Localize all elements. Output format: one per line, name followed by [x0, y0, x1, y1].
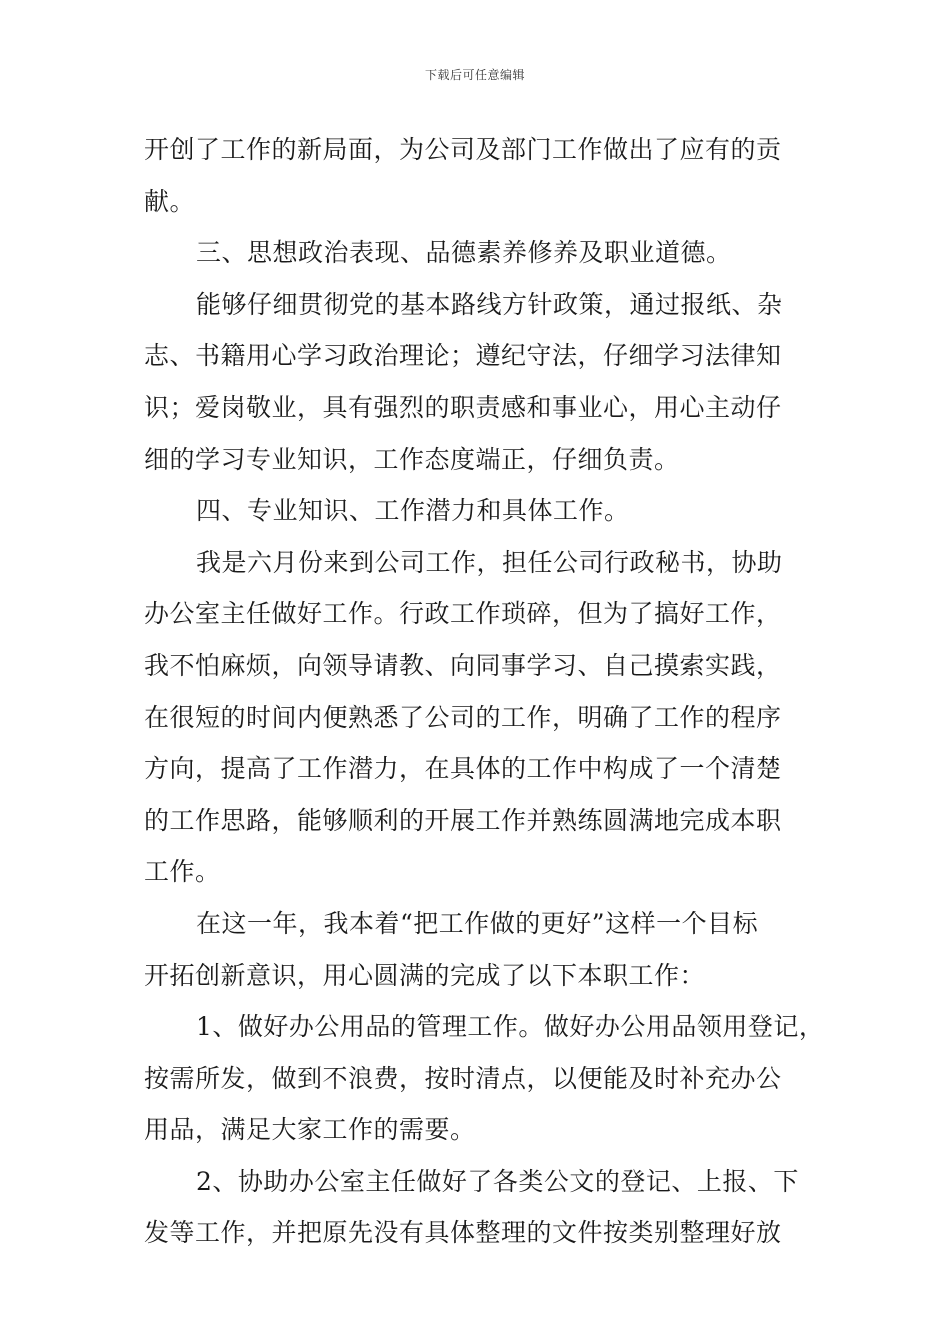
text-line: 发等工作，并把原先没有具体整理的文件按类别整理好放 [144, 1218, 782, 1248]
text-line: 开创了工作的新局面，为公司及部门工作做出了应有的贡 [144, 135, 782, 164]
text-line: 用品，满足大家工作的需要。 [144, 1115, 476, 1145]
text-line: 按需所发，做到不浪费，按时清点，以便能及时补充办公 [144, 1063, 782, 1093]
text-line: 我不怕麻烦，向领导请教、向同事学习、自己摸索实践， [144, 650, 782, 680]
document-body [144, 124, 825, 1259]
text-line: 我是六月份来到公司工作，担任公司行政秘书，协助 [196, 547, 783, 577]
text-line: 细的学习专业知识，工作态度端正，仔细负责。 [144, 444, 680, 474]
text-line: 献。 [144, 186, 196, 216]
text-line: 识；爱岗敬业，具有强烈的职责感和事业心，用心主动仔 [144, 392, 782, 422]
text-line: 四、专业知识、工作潜力和具体工作。 [196, 496, 630, 526]
text-line: 的工作思路，能够顺利的开展工作并熟练圆满地完成本职 [144, 805, 782, 835]
text-line: 开拓创新意识，用心圆满的完成了以下本职工作： [144, 960, 706, 990]
text-line: 方向，提高了工作潜力，在具体的工作中构成了一个清楚 [144, 754, 782, 784]
text-line: 在这一年，我本着“把工作做的更好”这样一个目标 [196, 908, 759, 938]
text-line: 办公室主任做好工作。行政工作琐碎，但为了搞好工作， [144, 599, 782, 629]
text-line: 1、做好办公用品的管理工作。做好办公用品领用登记， [196, 1012, 825, 1042]
text-line: 在很短的时间内便熟悉了公司的工作，明确了工作的程序 [144, 702, 782, 732]
page-header: 下载后可任意编辑 [424, 68, 525, 82]
text-line: 2、协助办公室主任做好了各类公文的登记、上报、下 [196, 1166, 799, 1196]
text-line: 志、书籍用心学习政治理论；遵纪守法，仔细学习法律知 [144, 341, 782, 371]
text-line: 三、思想政治表现、品德素养修养及职业道德。 [196, 238, 732, 268]
text-line: 工作。 [144, 857, 221, 887]
text-line: 能够仔细贯彻党的基本路线方针政策，通过报纸、杂 [196, 289, 783, 319]
